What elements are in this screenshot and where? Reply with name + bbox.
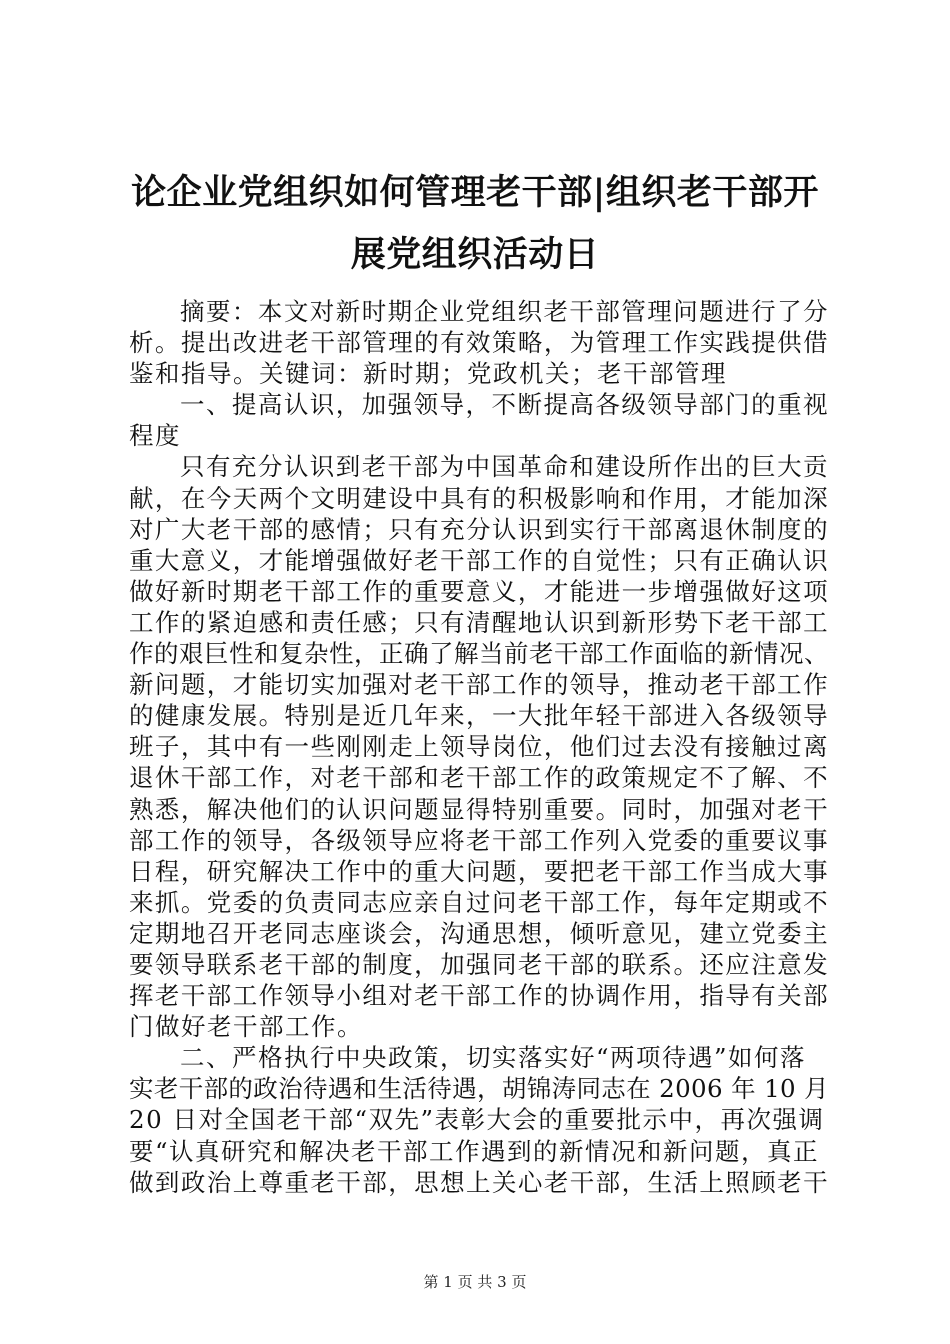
body-line: 献，在今天两个文明建设中具有的积极影响和作用，才能加深	[129, 483, 829, 513]
body-line: 门做好老干部工作。	[129, 1012, 363, 1042]
body-line: 作的艰巨性和复杂性，正确了解当前老干部工作面临的新情况、	[129, 639, 829, 669]
body-line: 20 日对全国老干部“双先”表彰大会的重要批示中，再次强调	[129, 1105, 825, 1135]
body-line: 只有充分认识到老干部为中国革命和建设所作出的巨大贡	[180, 452, 829, 482]
body-line: 要领导联系老干部的制度，加强同老干部的联系。还应注意发	[129, 949, 829, 979]
body-line: 做到政治上尊重老干部，思想上关心老干部，生活上照顾老干	[129, 1167, 829, 1197]
body-line: 新问题，才能切实加强对老干部工作的领导，推动老干部工作	[129, 670, 829, 700]
body-line: 班子，其中有一些刚刚走上领导岗位，他们过去没有接触过离	[129, 732, 829, 762]
body-line: 做好新时期老干部工作的重要意义，才能进一步增强做好这项	[129, 576, 829, 606]
body-line: 来抓。党委的负责同志应亲自过问老干部工作，每年定期或不	[129, 887, 829, 917]
body-line: 定期地召开老同志座谈会，沟通思想，倾听意见，建立党委主	[129, 918, 829, 948]
body-line: 要“认真研究和解决老干部工作遇到的新情况和新问题，真正	[129, 1136, 820, 1166]
body-line: 鉴和指导。关键词：新时期；党政机关；老干部管理	[129, 359, 727, 389]
body-line: 一、提高认识，加强领导，不断提高各级领导部门的重视	[180, 390, 829, 420]
document-title	[100, 162, 850, 286]
body-line: 日程，研究解决工作中的重大问题，要把老干部工作当成大事	[129, 856, 829, 886]
body-line: 对广大老干部的感情；只有充分认识到实行干部离退休制度的	[129, 514, 829, 544]
body-line: 挥老干部工作领导小组对老干部工作的协调作用，指导有关部	[129, 981, 829, 1011]
body-line: 熟悉，解决他们的认识问题显得特别重要。同时，加强对老干	[129, 794, 829, 824]
body-line: 的健康发展。特别是近几年来，一大批年轻干部进入各级领导	[129, 701, 829, 731]
body-line: 退休干部工作，对老干部和老干部工作的政策规定不了解、不	[129, 763, 829, 793]
body-line: 析。提出改进老干部管理的有效策略，为管理工作实践提供借	[129, 328, 829, 358]
title-line: 展党组织活动日	[350, 234, 600, 275]
document-body	[129, 296, 829, 1198]
body-line: 二、严格执行中央政策，切实落实好“两项待遇”如何落	[180, 1043, 807, 1073]
body-line: 摘要：本文对新时期企业党组织老干部管理问题进行了分	[180, 297, 829, 326]
body-line: 实老干部的政治待遇和生活待遇，胡锦涛同志在 2006 年 10 月	[129, 1074, 829, 1104]
body-line: 部工作的领导，各级领导应将老干部工作列入党委的重要议事	[129, 825, 829, 855]
body-line: 程度	[129, 421, 181, 451]
page-footer: 第 1 页 共 3 页	[423, 1273, 527, 1291]
body-line: 重大意义，才能增强做好老干部工作的自觉性；只有正确认识	[129, 545, 829, 575]
body-line: 工作的紧迫感和责任感；只有清醒地认识到新形势下老干部工	[129, 607, 829, 637]
title-line: 论企业党组织如何管理老干部|组织老干部开	[131, 172, 819, 213]
